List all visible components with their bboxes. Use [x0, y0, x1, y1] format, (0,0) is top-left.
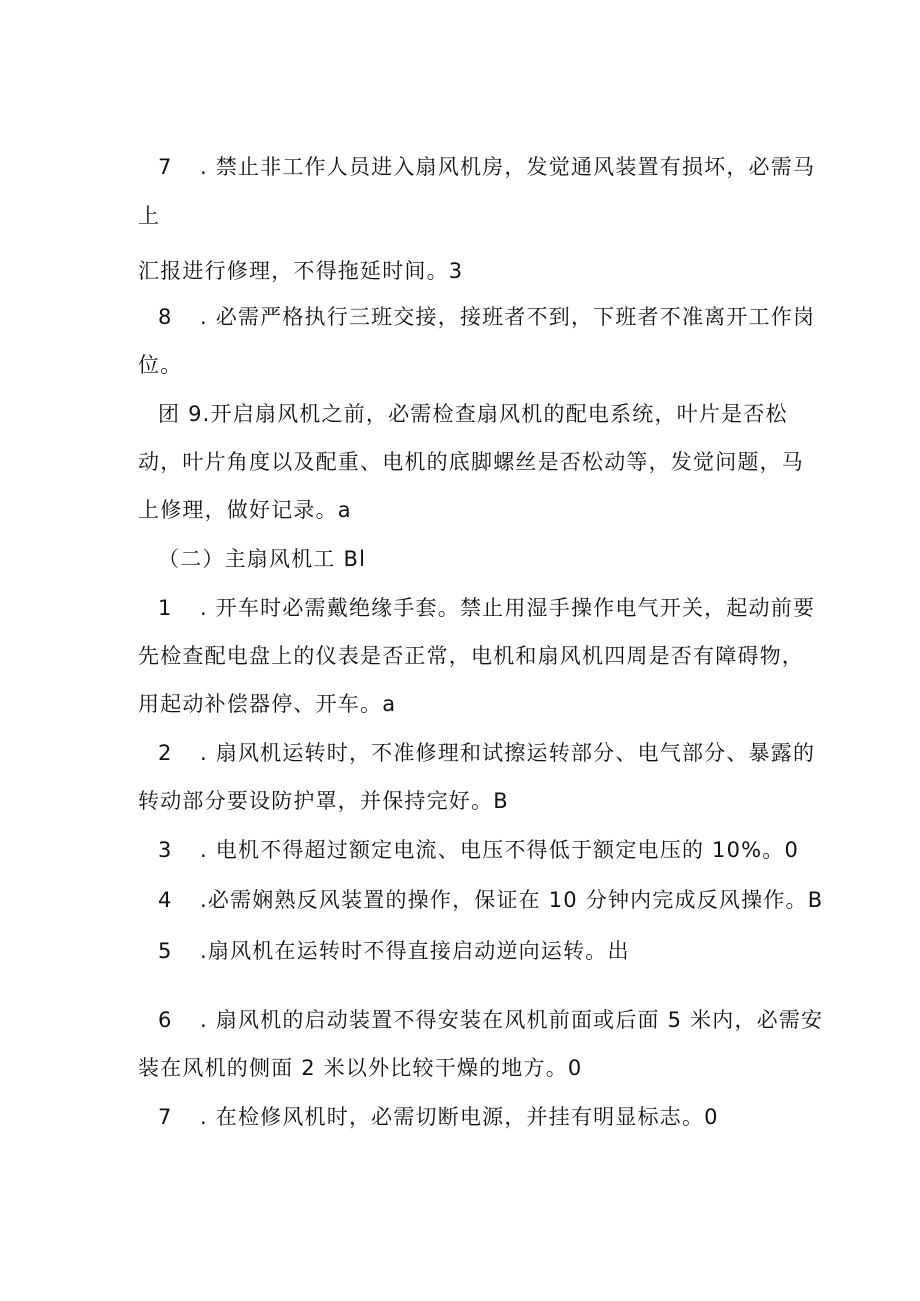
paragraph-line	[138, 689, 396, 719]
list-number: 6	[158, 1008, 173, 1032]
heading-text: （二）主扇风机工 Bl	[158, 547, 367, 571]
paragraph-text: 位。	[138, 353, 183, 377]
list-number: 5	[158, 939, 173, 963]
paragraph-text: 汇报进行修理，不得拖延时间。3	[138, 259, 464, 283]
paragraph-text: . 电机不得超过额定电流、电压不得低于额定电压的 10%。0	[200, 838, 800, 862]
paragraph-line	[138, 786, 509, 816]
list-number: 7	[158, 1105, 173, 1129]
paragraph-line	[158, 593, 815, 623]
list-number: 1	[158, 596, 173, 620]
paragraph-text: . 在检修风机时，必需切断电源，并挂有明显标志。0	[200, 1105, 719, 1129]
section-heading	[158, 544, 366, 574]
paragraph-line	[138, 256, 463, 286]
paragraph-line	[138, 1053, 582, 1083]
list-number: 7	[158, 155, 173, 179]
paragraph-line	[158, 835, 799, 865]
paragraph-line	[158, 885, 823, 915]
paragraph-text: . 开车时必需戴绝缘手套。禁止用湿手操作电气开关，起动前要	[200, 596, 816, 620]
list-number: 4	[158, 888, 173, 912]
paragraph-line	[158, 738, 815, 768]
paragraph-text: 上修理，做好记录。a	[138, 498, 352, 522]
list-number: 3	[158, 838, 173, 862]
paragraph-line	[158, 302, 815, 332]
paragraph-text: 装在风机的侧面 2 米以外比较干燥的地方。0	[138, 1056, 583, 1080]
paragraph-line	[138, 350, 182, 380]
paragraph-text: 动，叶片角度以及配重、电机的底脚螺丝是否松动等，发觉问题，马	[138, 450, 804, 474]
paragraph-line	[138, 495, 352, 525]
paragraph-text: . 扇风机运转时，不准修理和试擦运转部分、电气部分、暴露的	[200, 741, 816, 765]
paragraph-line	[158, 152, 815, 182]
paragraph-text: . 必需严格执行三班交接，接班者不到，下班者不准离开工作岗	[200, 305, 816, 329]
paragraph-text: 上	[138, 204, 161, 228]
list-number: 2	[158, 741, 173, 765]
paragraph-text: . 扇风机的启动装置不得安装在风机前面或后面 5 米内，必需安	[200, 1008, 824, 1032]
paragraph-line	[138, 447, 804, 477]
list-number: 8	[158, 305, 173, 329]
paragraph-line	[158, 1005, 823, 1035]
paragraph-line	[138, 641, 804, 671]
paragraph-text: .必需娴熟反风装置的操作，保证在 10 分钟内完成反风操作。B	[200, 888, 824, 912]
paragraph-text: . 禁止非工作人员进入扇风机房，发觉通风装置有损坏，必需马	[200, 155, 816, 179]
paragraph-text: 团 9.开启扇风机之前，必需检查扇风机的配电系统，叶片是否松	[158, 402, 788, 426]
paragraph-text: 用起动补偿器停、开车。a	[138, 692, 397, 716]
paragraph-text: .扇风机在运转时不得直接启动逆向运转。出	[200, 939, 630, 963]
paragraph-text: 转动部分要设防护罩，并保持完好。B	[138, 789, 509, 813]
paragraph-line	[158, 399, 788, 429]
paragraph-line	[158, 936, 630, 966]
paragraph-line	[158, 1102, 719, 1132]
paragraph-line	[138, 201, 160, 231]
paragraph-text: 先检查配电盘上的仪表是否正常，电机和扇风机四周是否有障碍物，	[138, 644, 804, 668]
